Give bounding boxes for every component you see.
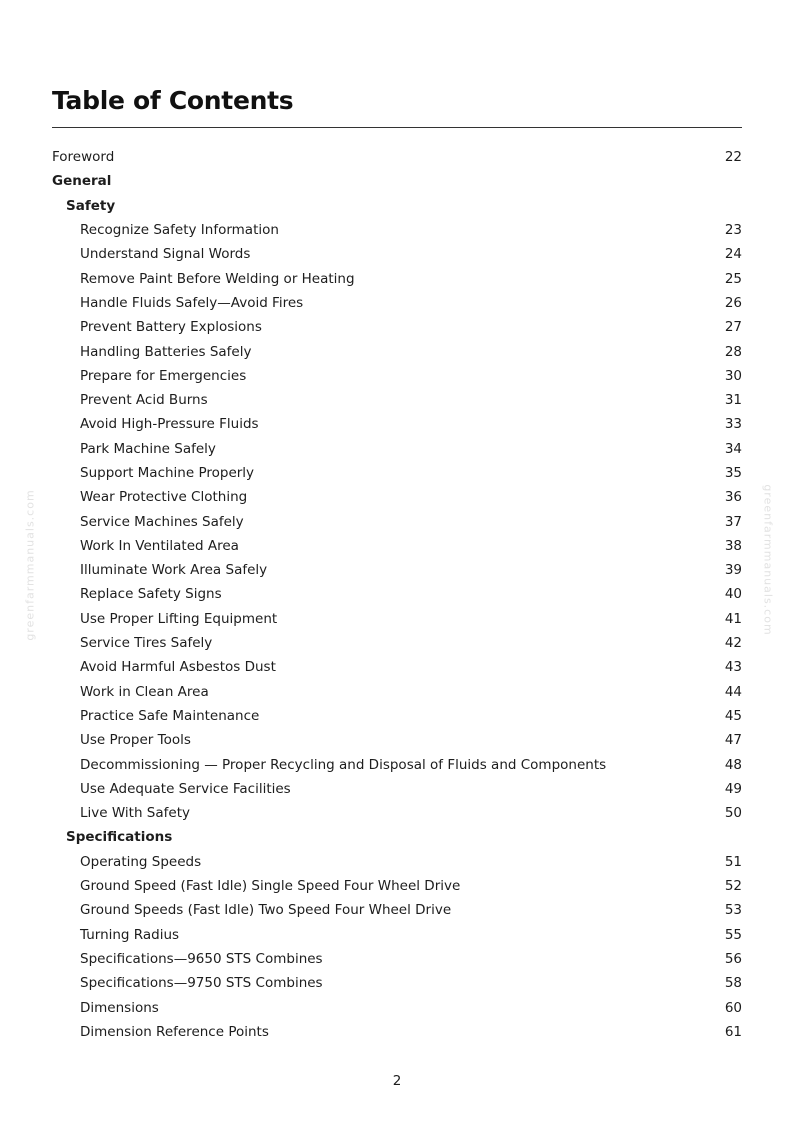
toc-entry-page: 40: [724, 586, 742, 603]
toc-entry[interactable]: [52, 1020, 742, 1044]
toc-entry-label: Use Adequate Service Facilities: [80, 780, 291, 797]
toc-entry[interactable]: [52, 777, 742, 801]
toc-entry-label: Handle Fluids Safely—Avoid Fires: [80, 294, 304, 311]
toc-entry-page: 22: [724, 149, 742, 166]
toc-entry[interactable]: [52, 364, 742, 388]
toc-section-heading: [52, 825, 742, 849]
toc-entry-page: 52: [724, 878, 742, 895]
toc-entry-page: 36: [724, 489, 742, 506]
toc-entry-label: Recognize Safety Information: [80, 222, 279, 239]
toc-entry-label: Avoid High-Pressure Fluids: [80, 416, 259, 433]
toc-entry-label: Use Proper Lifting Equipment: [80, 610, 278, 627]
toc-entry-page: 33: [724, 416, 742, 433]
toc-section-heading: [52, 194, 742, 218]
toc-entry-page: 35: [724, 465, 742, 481]
toc-entry[interactable]: [52, 315, 742, 339]
toc-entry-label: Use Proper Tools: [80, 732, 191, 749]
toc-entry[interactable]: [52, 971, 742, 995]
toc-entry-page: 26: [724, 294, 742, 311]
toc-entry-page: 51: [724, 853, 742, 870]
toc-entry-page: 39: [724, 562, 742, 579]
toc-entry-label: General: [52, 173, 112, 190]
toc-entry[interactable]: [52, 680, 742, 704]
toc-entry-page: 50: [724, 805, 742, 822]
toc-entry-page: 43: [724, 659, 742, 676]
toc-entry[interactable]: [52, 752, 742, 776]
toc-entry-label: Avoid Harmful Asbestos Dust: [80, 659, 276, 676]
toc-entry[interactable]: [52, 704, 742, 728]
toc-entry-label: Work In Ventilated Area: [80, 537, 239, 554]
toc-entry-label: Specifications: [66, 829, 173, 846]
toc-entry-label: Safety: [66, 197, 116, 214]
toc-entry-page: 61: [724, 1023, 742, 1040]
toc-entry-page: 45: [724, 707, 742, 724]
toc-entry[interactable]: [52, 461, 742, 485]
toc-entry-page: 44: [724, 683, 742, 700]
toc-entry-label: Specifications—9650 STS Combines: [80, 950, 323, 967]
toc-entry-page: 27: [724, 319, 742, 336]
table-of-contents: [52, 145, 742, 1044]
toc-entry[interactable]: [52, 728, 742, 752]
toc-entry-page: 48: [724, 756, 742, 773]
toc-entry-label: Practice Safe Maintenance: [80, 707, 260, 724]
toc-entry-page: 55: [724, 926, 742, 943]
toc-entry-label: Park Machine Safely: [80, 440, 216, 457]
watermark-right: greenfarmmanuals.com: [761, 484, 775, 636]
toc-entry[interactable]: [52, 145, 742, 169]
toc-entry-label: Prevent Acid Burns: [80, 392, 208, 409]
toc-entry-label: Turning Radius: [80, 926, 180, 943]
toc-entry-label: Foreword: [52, 149, 115, 166]
toc-entry-page: 38: [724, 537, 742, 554]
toc-entry-label: Understand Signal Words: [80, 246, 251, 263]
toc-entry[interactable]: [52, 412, 742, 436]
toc-entry[interactable]: [52, 388, 742, 412]
toc-entry[interactable]: [52, 995, 742, 1019]
toc-entry[interactable]: [52, 437, 742, 461]
toc-entry-page: 56: [724, 950, 742, 967]
toc-entry-page: 41: [724, 610, 742, 627]
toc-entry[interactable]: [52, 242, 742, 266]
toc-entry[interactable]: [52, 631, 742, 655]
title-divider: [52, 127, 742, 128]
toc-entry-page: 34: [724, 440, 742, 457]
toc-entry[interactable]: [52, 898, 742, 922]
toc-entry-label: Handling Batteries Safely: [80, 343, 252, 360]
toc-entry-label: Illuminate Work Area Safely: [80, 562, 268, 579]
toc-entry[interactable]: [52, 485, 742, 509]
toc-entry-page: 37: [724, 513, 742, 530]
toc-entry-label: Prevent Battery Explosions: [80, 319, 262, 336]
toc-entry-label: Operating Speeds: [80, 853, 202, 870]
toc-entry-label: Support Machine Properly: [80, 465, 255, 481]
toc-entry[interactable]: [52, 923, 742, 947]
page-number: 2: [392, 1073, 402, 1089]
toc-entry[interactable]: [52, 947, 742, 971]
toc-entry-page: 31: [724, 392, 742, 409]
toc-entry[interactable]: [52, 655, 742, 679]
toc-entry-label: Live With Safety: [80, 805, 190, 822]
toc-entry-page: 25: [724, 270, 742, 287]
toc-entry-label: Ground Speeds (Fast Idle) Two Speed Four Wheel Drive: [80, 902, 452, 919]
toc-entry-page: 58: [724, 975, 742, 992]
toc-entry-label: Wear Protective Clothing: [80, 489, 248, 506]
toc-entry[interactable]: [52, 607, 742, 631]
toc-entry-label: Ground Speed (Fast Idle) Single Speed Four Wheel Drive: [80, 878, 461, 895]
toc-entry[interactable]: [52, 534, 742, 558]
watermark-left: greenfarmmanuals.com: [23, 489, 37, 641]
toc-entry-label: Prepare for Emergencies: [80, 367, 247, 384]
toc-entry[interactable]: [52, 339, 742, 363]
toc-entry-label: Decommissioning — Proper Recycling and Disposal of Fluids and Components: [80, 756, 607, 773]
toc-entry[interactable]: [52, 801, 742, 825]
toc-section-heading: [52, 169, 742, 193]
page-title: Table of Contents: [52, 86, 294, 115]
toc-entry[interactable]: [52, 582, 742, 606]
toc-entry-page: 60: [724, 999, 742, 1016]
toc-entry[interactable]: [52, 558, 742, 582]
toc-entry[interactable]: [52, 850, 742, 874]
toc-entry-label: Work in Clean Area: [80, 683, 209, 700]
toc-entry-page: 30: [724, 367, 742, 384]
toc-entry[interactable]: [52, 291, 742, 315]
toc-entry-page: 42: [724, 635, 742, 652]
toc-entry-label: Specifications—9750 STS Combines: [80, 975, 323, 992]
toc-entry-page: 23: [724, 222, 742, 239]
toc-entry-page: 53: [724, 902, 742, 919]
toc-entry-label: Service Machines Safely: [80, 513, 244, 530]
toc-entry-page: 47: [724, 732, 742, 749]
toc-entry[interactable]: [52, 266, 742, 290]
toc-entry-page: 24: [724, 246, 742, 263]
toc-entry-label: Service Tires Safely: [80, 635, 213, 652]
toc-entry[interactable]: [52, 509, 742, 533]
toc-entry-label: Dimension Reference Points: [80, 1023, 269, 1040]
toc-entry[interactable]: [52, 874, 742, 898]
toc-entry-page: 28: [724, 343, 742, 360]
toc-entry[interactable]: [52, 218, 742, 242]
toc-entry-page: 49: [724, 780, 742, 797]
toc-entry-label: Replace Safety Signs: [80, 586, 222, 603]
toc-entry-label: Dimensions: [80, 999, 159, 1016]
toc-entry-label: Remove Paint Before Welding or Heating: [80, 270, 355, 287]
